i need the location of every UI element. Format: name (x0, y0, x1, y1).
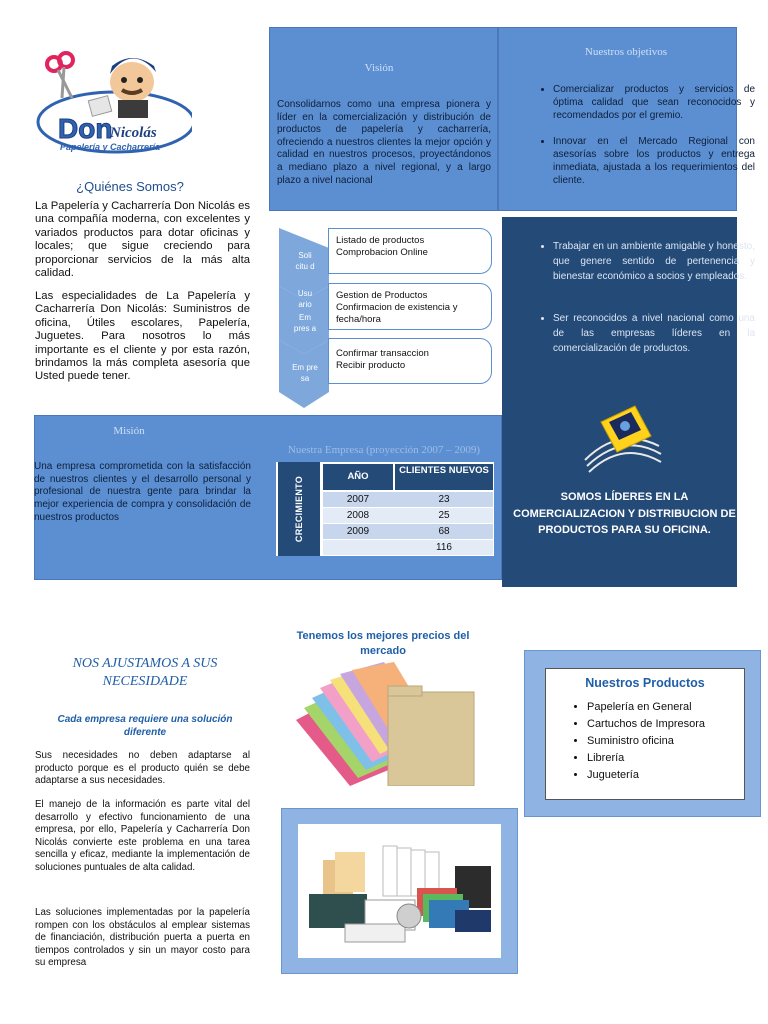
objetivo-item: • Ser reconocidos a nivel nacional como una de las empresas líderes en la comercialización de productos. (553, 312, 755, 356)
svg-text:Don: Don (58, 113, 113, 144)
table-cell-year: 2008 (346, 510, 370, 521)
objetivos-list (531, 84, 755, 202)
floppy-disk-icon (583, 392, 663, 474)
nos-ajustamos-title: NOS AJUSTAMOS A SUS NECESIDADE (72, 656, 218, 689)
body-paragraph: Sus necesidades no deben adaptarse al producto porque es el producto quién se debe adaptarse a sus necesidades. (35, 750, 250, 786)
svg-text:Papelería y Cacharrería: Papelería y Cacharrería (60, 142, 161, 152)
vision-text: Consolidarnos como una empresa pionera y líder en la comercialización y distribución de productos de papelería y cacharrería, ofreciendo a nuestros clientes la mejor opción y calidad en nuestros procesos, proyectándonos a mediano plazo a nivel regional, y a largo plazo a nivel nacional (277, 99, 491, 186)
process-step-line: Listado de productos (336, 235, 425, 246)
producto-item: • Cartuchos de Impresora (587, 716, 745, 733)
process-step-line: Gestion de Productos (336, 290, 428, 301)
crecimiento-side-label (278, 462, 320, 556)
table-cell-value: 23 (438, 494, 450, 505)
productos-title: Nuestros Productos (585, 676, 705, 690)
producto-item: • Librería (587, 750, 745, 767)
producto-item: • Juguetería (587, 767, 745, 784)
table-cell-year: 2007 (346, 494, 370, 505)
mision-text: Una empresa comprometida con la satisfacción de nuestros clientes y el desarrollo personal y profesional de nuestra gente para brindar la mejor experiencia de compra y consolidación de nuestros productos (34, 461, 251, 523)
body-paragraph: Las soluciones implementadas por la papelería rompen con los obstáculos al emplear sistemas de financiación, distribución puerta a puerta en tiempos controlados y sin un mayor costo para su empresa (35, 907, 250, 968)
objetivo-item: • Innovar en el Mercado Regional con asesorías sobre los productos y entrega inmediata, ajustada a los requerimientos del cliente. (553, 136, 755, 187)
process-step-line: Confirmar transaccion (336, 348, 429, 359)
folders-image (290, 662, 482, 786)
office-supplies-image (305, 838, 495, 948)
table-cell-value: 25 (438, 510, 450, 521)
process-step-3 (328, 338, 492, 384)
body-paragraph: El manejo de la información es parte vital del desarrollo y efectivo funcionamiento de una empresa, por ello, Papelería y Cacharrería Don Nicolás convierte este problema en una tarea sencilla y eficaz, mediante la implementación de soluciones puntuales de alta calidad. (35, 799, 250, 873)
table-cell-value: 68 (438, 526, 450, 537)
process-step-line: Comprobacion Online (336, 247, 428, 259)
table-header-ano: AÑO (323, 464, 393, 490)
character-icon (110, 62, 154, 102)
table-cell-year: 2009 (346, 526, 370, 537)
mejores-precios-title: Tenemos los mejores precios del mercado (296, 630, 470, 657)
mision-title: Misión (113, 425, 145, 437)
empresa-title: Nuestra Empresa (proyección 2007 – 2009) (287, 444, 481, 456)
folder-icon (296, 662, 474, 786)
arrow-label: Usu ario (297, 289, 313, 309)
quienes-somos-paragraph: La Papelería y Cacharrería Don Nicolás es una compañía moderna, con excelentes y variados productos para dotar oficinas y locales; que sigue creciendo para proporcionar servicios de la más alta calidad. (35, 200, 250, 280)
table-cell-total: 116 (436, 542, 452, 553)
svg-text:Nicolás: Nicolás (110, 125, 157, 141)
objetivo-item: • Comercializar productos y servicios de óptima calidad que sean reconocidos y recomendados por el gremio. (553, 84, 755, 122)
objetivo-item: • Trabajar en un ambiente amigable y honesto, que genere sentido de pertenencia y bienestar económico a socios y empleados. (553, 240, 755, 284)
vision-title: Visión (364, 62, 394, 74)
process-step-line: Confirmacion de existencia y (336, 302, 458, 314)
objetivos-title: Nuestros objetivos (584, 46, 668, 58)
office-supplies-icon (309, 846, 491, 942)
objetivos-dark-list (531, 240, 755, 385)
table-header-clientes: CLIENTES NUEVOS (395, 464, 493, 490)
somos-lideres-text: SOMOS LÍDERES EN LA COMERCIALIZACION Y DISTRIBUCION DE PRODUCTOS PARA SU OFICINA. (513, 491, 736, 536)
quienes-somos-title: ¿Quiénes Somos? (76, 179, 184, 194)
process-step-2 (328, 283, 492, 330)
especialidades-paragraph: Las especialidades de La Papelería y Cacharrería Don Nicolás: Suministros de oficina, Útiles escolares, Papelería, Juguetes. Para nosotros lo más importante es el cliente y por esta razón, brindamos la más completa asesoría que Usted puede tener. (35, 290, 250, 383)
arrow-label: Soli citu d (295, 251, 315, 271)
process-step-line: fecha/hora (336, 314, 381, 326)
process-step-line: Recibir producto (336, 360, 406, 372)
arrow-label: Em pres a (293, 313, 317, 333)
process-step-1 (328, 228, 492, 274)
productos-list (545, 699, 745, 784)
producto-item: • Papelería en General (587, 699, 745, 716)
cada-empresa-subtitle: Cada empresa requiere una solución diferente (57, 714, 233, 738)
arrow-label: Em pre sa (292, 363, 318, 383)
don-nicolas-logo (32, 40, 192, 158)
producto-item: • Suministro oficina (587, 733, 745, 750)
crecimiento-label: CRECIMIENTO (294, 475, 304, 543)
